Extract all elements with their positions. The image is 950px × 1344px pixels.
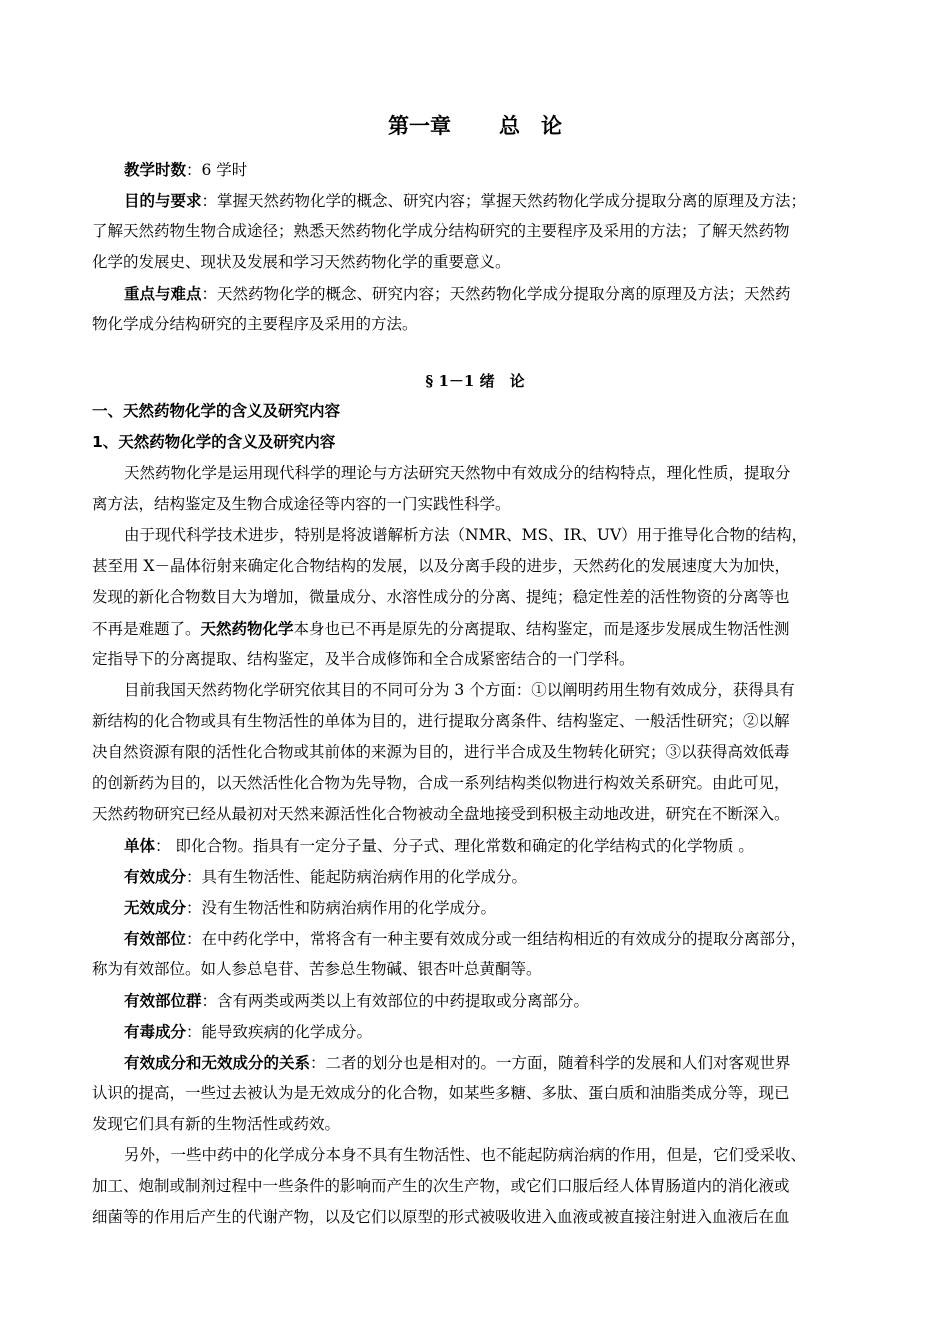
course-meta [92,154,872,340]
definition-relationship: 有效成分和无效成分的关系：二者的划分也是相对的。一方面，随着科学的发展和人们对客观世界 [124,1053,791,1072]
paragraph-line: 加工、炮制或制剂过程中一些条件的影响而产生的次生产物，或它们口服后经人体胃肠道内的消化液或 [92,1177,790,1195]
paragraph-line: 不再是难题了。天然药物化学本身也已不再是原先的分离提取、结构鉴定，而是逐步发展成生物活性测 [92,619,790,638]
paragraph-line: 目前我国天然药物化学研究依其目的不同可分为 3 个方面：①以阐明药用生物有效成分，获得具有 [124,681,795,699]
definition-active-fraction: 有效部位：在中药化学中，常将含有一种主要有效成分或一组结构相近的有效成分的提取分离部分， [124,929,807,948]
paragraph-line: 新结构的化合物或具有生物活性的单体为目的，进行提取分离条件、结构鉴定、一般活性研究；②以解 [92,712,790,730]
paragraph-line: 发现它们具有新的生物活性或药效。 [92,1115,341,1133]
paragraph-line: 另外，一些中药中的化学成分本身不具有生物活性、也不能起防病治病的作用，但是，它们受采收、 [124,1146,807,1164]
goal-line-3: 化学的发展史、现状及发展和学习天然药物化学的重要意义。 [92,253,511,271]
definition-active-fraction-group: 有效部位群：含有两类或两类以上有效部位的中药提取或分离部分。 [124,991,590,1010]
paragraph-line: 的创新药为目的，以天然活性化合物为先导物，合成一系列结构类似物进行构效关系研究。由此可见， [92,774,790,792]
paragraph-line: 细菌等的作用后产生的代谢产物，以及它们以原型的形式被吸收进入血液或被直接注射进入血液后在血 [92,1208,790,1226]
chapter-number: 第一章 [388,113,451,138]
paragraph-line: 认识的提高，一些过去被认为是无效成分的化合物，如某些多糖、多肽、蛋白质和油脂类成分等，现已 [92,1084,790,1102]
teaching-hours: 教学时数：6 学时 [124,160,248,179]
definition-toxic-ingredient: 有毒成分：能导致疾病的化学成分。 [124,1022,373,1041]
paragraph-line: 定指导下的分离提取、结构鉴定，及半合成修饰和全合成紧密结合的一门学科。 [92,650,635,668]
definition-monomer: 单体： 即化合物。指具有一定分子量、分子式、理化常数和确定的化学结构式的化学物质 。 [124,836,754,855]
section-title: § 1－1 绪 论 [425,372,525,390]
goal-line-1: 目的与要求：掌握天然药物化学的概念、研究内容；掌握天然药物化学成分提取分离的原理及方法； [124,191,807,210]
definition-active-ingredient: 有效成分：具有生物活性、能起防病治病作用的化学成分。 [124,867,528,886]
paragraph-line: 天然药物化学是运用现代科学的理论与方法研究天然物中有效成分的结构特点，理化性质，提取分 [124,464,791,482]
key-line-1: 重点与难点：天然药物化学的概念、研究内容；天然药物化学成分提取分离的原理及方法；天然药 [124,284,791,303]
paragraph-line: 甚至用 X－晶体衍射来确定化合物结构的发展，以及分离手段的进步，天然药化的发展速度大为加快， [92,557,790,575]
chapter-name: 总 论 [499,113,562,138]
section-body [92,396,872,1233]
chapter-title [0,111,950,141]
paragraph-line: 天然药物研究已经从最初对天然来源活性化合物被动全盘地接受到积极主动地改进，研究在不断深入。 [92,805,790,823]
paragraph-line: 称为有效部位。如人参总皂苷、苦参总生物碱、银杏叶总黄酮等。 [92,960,542,978]
heading-level-1: 一、天然药物化学的含义及研究内容 [92,402,341,420]
key-line-2: 物化学成分结构研究的主要程序及采用的方法。 [92,315,418,333]
definition-inactive-ingredient: 无效成分：没有生物活性和防病治病作用的化学成分。 [124,898,497,917]
paragraph-line: 决自然资源有限的活性化合物或其前体的来源为目的，进行半合成及生物转化研究；③以获得高效低毒 [92,743,790,761]
goal-line-2: 了解天然药物生物合成途径；熟悉天然药物化学成分结构研究的主要程序及采用的方法；了解天然药物 [92,222,790,240]
paragraph-line: 发现的新化合物数目大为增加，微量成分、水溶性成分的分离、提纯；稳定性差的活性物资的分离等也 [92,588,790,606]
heading-level-2: 1、天然药物化学的含义及研究内容 [92,433,336,451]
paragraph-line: 离方法，结构鉴定及生物合成途径等内容的一门实践性科学。 [92,495,511,513]
paragraph-line: 由于现代科学技术进步，特别是将波谱解析方法（NMR、MS、IR、UV）用于推导化合物的结构， [124,526,808,544]
